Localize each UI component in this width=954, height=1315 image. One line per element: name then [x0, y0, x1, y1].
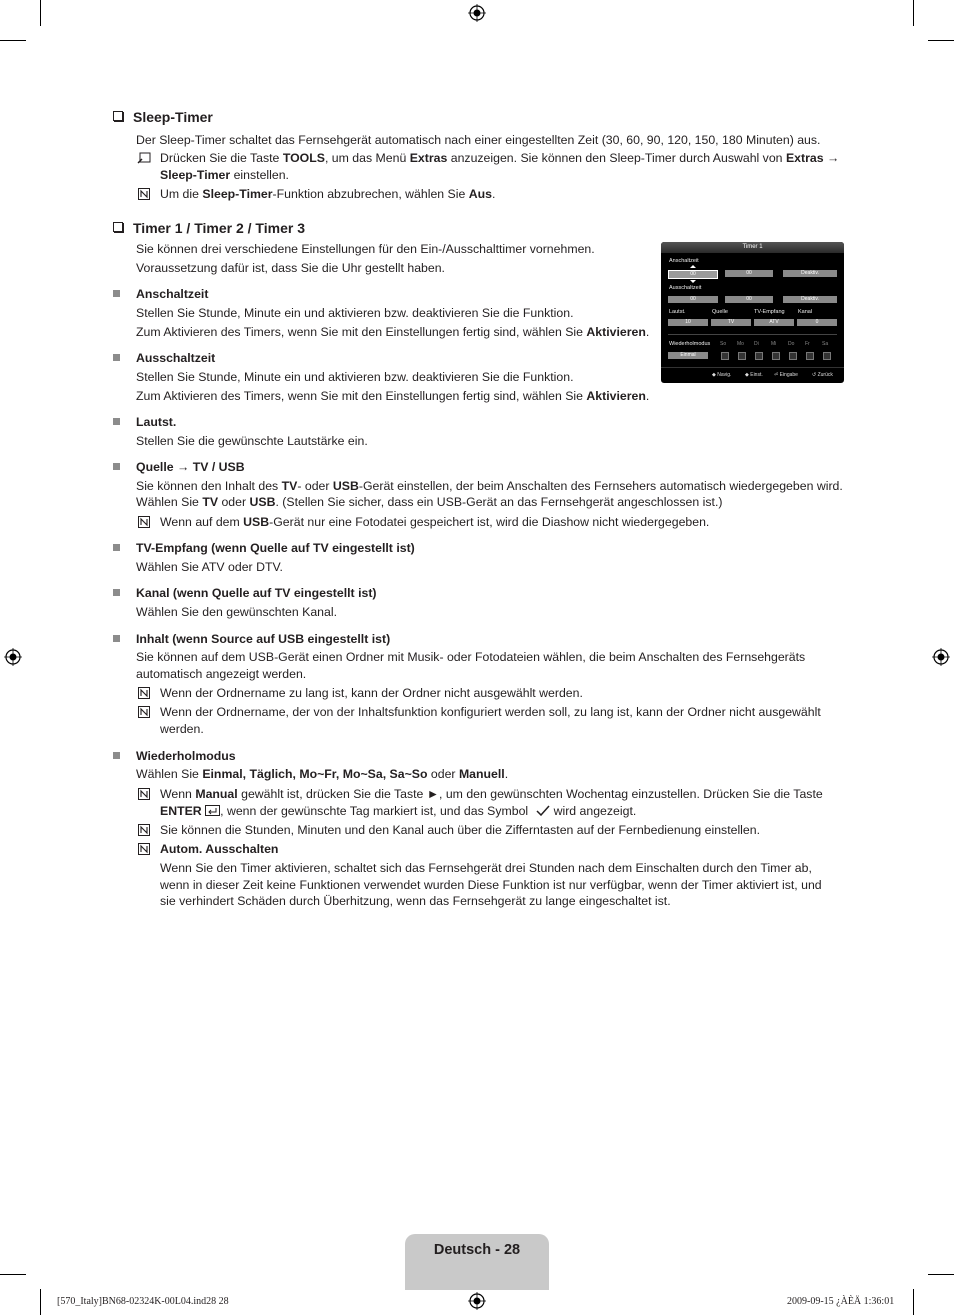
- osd-off-status[interactable]: Deaktiv.: [783, 296, 837, 303]
- timer-osd-screenshot: [661, 242, 844, 383]
- crop-mark: [0, 40, 26, 41]
- tv-empfang-line1: Wählen Sie ATV oder DTV.: [136, 560, 283, 574]
- note-icon: [138, 824, 150, 836]
- timer-intro-1: Sie können drei verschiedene Einstellungen für den Ein-/Ausschalttimer vornehmen.: [136, 242, 595, 256]
- bullet-square-icon: [113, 418, 120, 425]
- wiederholmodus-title: Wiederholmodus: [136, 749, 236, 763]
- page-number: Deutsch - 28: [433, 1242, 521, 1258]
- enter-icon: ⏎: [774, 372, 780, 378]
- autom-ausschalten-title: Autom. Ausschalten: [160, 842, 279, 856]
- osd-off-hour[interactable]: 00: [668, 296, 718, 303]
- ausschaltzeit-line1: Stellen Sie Stunde, Minute ein und aktivieren bzw. deaktivieren Sie die Funktion.: [136, 370, 574, 384]
- adjust-arrows-icon: ◆: [745, 372, 751, 378]
- return-icon: ↺: [812, 372, 818, 378]
- osd-footer-enter: ⏎ Eingabe: [774, 372, 798, 378]
- osd-header-source: Quelle: [712, 309, 728, 315]
- note-icon: [138, 706, 150, 718]
- quelle-note: Wenn auf dem USB-Gerät nur eine Fotodatei gespeichert ist, wird die Diashow nicht wiedergegeben.: [160, 515, 710, 529]
- osd-header-channel: Kanal: [798, 309, 813, 315]
- lautst-line1: Stellen Sie die gewünschte Lautstärke ein.: [136, 434, 368, 448]
- bullet-square-icon: [113, 463, 120, 470]
- ausschaltzeit-title: Ausschaltzeit: [136, 351, 216, 365]
- osd-day-label: Di: [754, 341, 759, 347]
- osd-on-minute[interactable]: 00: [725, 270, 773, 277]
- registration-mark-icon: [468, 1292, 486, 1310]
- section-title-sleep-timer: Sleep-Timer: [113, 109, 213, 125]
- note-icon: [138, 188, 150, 200]
- osd-on-hour[interactable]: 00: [668, 270, 718, 279]
- osd-volume[interactable]: 10: [668, 319, 708, 326]
- checkbox-square-icon: [113, 111, 123, 121]
- bullet-square-icon: [113, 589, 120, 596]
- footer-timestamp: 2009-09-15 ¿ÀÈÄ 1:36:01: [787, 1296, 895, 1307]
- bullet-square-icon: [113, 290, 120, 297]
- osd-day-label: Mo: [737, 341, 744, 347]
- crop-mark: [40, 0, 41, 26]
- osd-divider: [668, 334, 837, 335]
- anschaltzeit-line1: Stellen Sie Stunde, Minute ein und aktivieren bzw. deaktivieren Sie die Funktion.: [136, 306, 574, 320]
- osd-footer-navigate: ◆ Navig.: [712, 372, 732, 378]
- osd-header-reception: TV-Empfang: [754, 309, 785, 315]
- timer-intro-2: Voraussetzung dafür ist, dass Sie die Uhr gestellt haben.: [136, 261, 445, 275]
- section-title-timer: Timer 1 / Timer 2 / Timer 3: [113, 220, 305, 236]
- tools-icon: [137, 152, 151, 164]
- bullet-square-icon: [113, 544, 120, 551]
- osd-day-label: Do: [788, 341, 795, 347]
- osd-repeat-value[interactable]: Einmal: [668, 352, 708, 359]
- sleep-timer-tools-note: Drücken Sie die Taste TOOLS, um das Menü Extras anzuzeigen. Sie können den Sleep-Timer durch Auswahl von Extras → Sleep-Timer einstellen.: [160, 151, 840, 182]
- bullet-square-icon: [113, 635, 120, 642]
- osd-day-checkbox[interactable]: [721, 352, 729, 360]
- registration-mark-icon: [468, 4, 486, 22]
- osd-day-checkbox[interactable]: [755, 352, 763, 360]
- kanal-line1: Wählen Sie den gewünschten Kanal.: [136, 605, 337, 619]
- quelle-line1: Sie können den Inhalt des TV- oder USB-Gerät einstellen, der beim Anschalten des Fernsehers automatisch wiedergegeben wird.: [136, 479, 843, 493]
- osd-on-label: Anschaltzeit: [669, 258, 699, 264]
- osd-on-status[interactable]: Deaktiv.: [783, 270, 837, 277]
- checkbox-square-icon: [113, 222, 123, 232]
- inhalt-line1: Sie können auf dem USB-Gerät einen Ordner mit Musik- oder Fotodateien wählen, die beim Anschalten des Fernsehgeräts automatisch angezeigt werden.: [136, 650, 806, 681]
- osd-day-checkbox[interactable]: [772, 352, 780, 360]
- crop-mark: [0, 1274, 26, 1275]
- osd-day-label: Sa: [822, 341, 829, 347]
- sleep-timer-cancel-note: Um die Sleep-Timer-Funktion abzubrechen, wählen Sie Aus.: [160, 187, 496, 201]
- note-icon: [138, 516, 150, 528]
- wiederholmodus-line1: Wählen Sie Einmal, Täglich, Mo~Fr, Mo~Sa, Sa~So oder Manuell.: [136, 767, 509, 781]
- kanal-title: Kanal (wenn Quelle auf TV eingestellt ist): [136, 586, 377, 600]
- navigate-arrows-icon: ◆: [712, 372, 718, 378]
- osd-footer-return: ↺ Zurück: [812, 372, 833, 378]
- osd-header-volume: Lautst.: [669, 309, 686, 315]
- crop-mark: [928, 40, 954, 41]
- crop-mark: [928, 1274, 954, 1275]
- ausschaltzeit-line2: Zum Aktivieren des Timers, wenn Sie mit den Einstellungen fertig sind, wählen Sie Aktivieren.: [136, 389, 650, 403]
- inhalt-note-1: Wenn der Ordnername zu lang ist, kann der Ordner nicht ausgewählt werden.: [160, 686, 583, 700]
- osd-channel[interactable]: 0: [797, 319, 837, 326]
- quelle-line2: Wählen Sie TV oder USB. (Stellen Sie sicher, dass ein USB-Gerät an das Fernsehgerät angeschlossen ist.): [136, 495, 723, 509]
- osd-footer-adjust: ◆ Einst.: [745, 372, 763, 378]
- crop-mark: [40, 1289, 41, 1315]
- registration-mark-icon: [932, 648, 950, 666]
- sleep-timer-description: Der Sleep-Timer schaltet das Fernsehgerät automatisch nach einer eingestellten Zeit (30, 60, 90, 120, 150, 180 Minuten) aus.: [136, 133, 821, 147]
- enter-icon: [205, 805, 220, 816]
- osd-footer-divider: [661, 367, 844, 368]
- bullet-square-icon: [113, 354, 120, 361]
- osd-day-label: Fr: [805, 341, 810, 347]
- osd-reception[interactable]: ATV: [754, 319, 794, 326]
- note-icon: [138, 843, 150, 855]
- osd-day-label: So: [720, 341, 727, 347]
- quelle-title: Quelle → TV / USB: [136, 460, 245, 474]
- down-arrow-icon: [690, 280, 696, 283]
- osd-source[interactable]: TV: [711, 319, 751, 326]
- registration-mark-icon: [4, 648, 22, 666]
- inhalt-title: Inhalt (wenn Source auf USB eingestellt ist): [136, 632, 391, 646]
- osd-day-checkbox[interactable]: [823, 352, 831, 360]
- up-arrow-icon: [690, 265, 696, 268]
- wiederholmodus-note-2: Sie können die Stunden, Minuten und den Kanal auch über die Zifferntasten auf der Fernbedienung einstellen.: [160, 823, 761, 837]
- crop-mark: [913, 1289, 914, 1315]
- footer-file-info: [570_Italy]BN68-02324K-00L04.ind28 28: [57, 1296, 229, 1307]
- osd-day-checkbox[interactable]: [738, 352, 746, 360]
- osd-day-label: Mi: [771, 341, 777, 347]
- checkmark-icon: [536, 805, 550, 816]
- osd-day-checkbox[interactable]: [806, 352, 814, 360]
- osd-title: Timer 1: [661, 242, 844, 253]
- osd-off-minute[interactable]: 00: [725, 296, 773, 303]
- osd-repeat-label: Wiederholmodus: [669, 341, 711, 347]
- anschaltzeit-title: Anschaltzeit: [136, 287, 209, 301]
- inhalt-note-2: Wenn der Ordnername, der von der Inhaltsfunktion konfiguriert werden soll, zu lang ist, kann der Ordner nicht ausgewählt werden.: [160, 705, 821, 736]
- crop-mark: [913, 0, 914, 26]
- lautst-title: Lautst.: [136, 415, 177, 429]
- osd-off-label: Ausschaltzeit: [669, 285, 702, 291]
- autom-ausschalten-text: Wenn Sie den Timer aktivieren, schaltet sich das Fernsehgerät drei Stunden nach dem Einschalten durch den Timer ab, wenn in dieser Zeit keine Funktionen verwendet wurden Diese Funktion ist nur verfügbar, wenn der Timer aktiviert ist, und sie verhindert Schäden durch Überhitzung, wenn das Fernsehgerät zu lange eingeschaltet ist.: [160, 861, 822, 908]
- page-number-tab: [405, 1234, 549, 1290]
- osd-day-checkbox[interactable]: [789, 352, 797, 360]
- note-icon: [138, 788, 150, 800]
- anschaltzeit-line2: Zum Aktivieren des Timers, wenn Sie mit den Einstellungen fertig sind, wählen Sie Aktivieren.: [136, 325, 650, 339]
- bullet-square-icon: [113, 752, 120, 759]
- wiederholmodus-note-1: Wenn Manual gewählt ist, drücken Sie die Taste ►, um den gewünschten Wochentag einzustellen. Drücken Sie die Taste ENTER , wenn der gewünschte Tag markiert ist, und das Symbol wird angezeigt.: [160, 787, 823, 818]
- tv-empfang-title: TV-Empfang (wenn Quelle auf TV eingestellt ist): [136, 541, 415, 555]
- note-icon: [138, 687, 150, 699]
